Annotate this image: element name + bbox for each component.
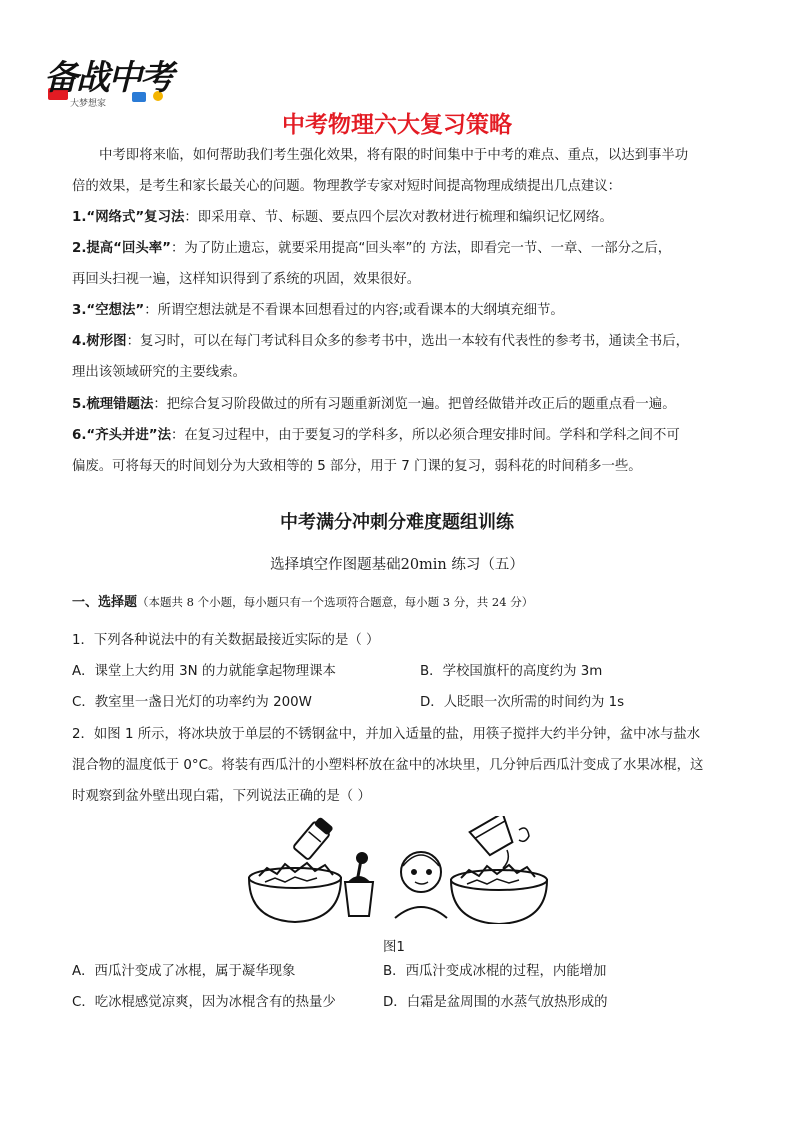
logo-text: 备战中考	[44, 58, 172, 98]
part-note: （本题共 8 个小题，每小题只有一个选项符合题意，每小题 3 分，共 24 分）	[137, 595, 534, 609]
question-2-option-c[interactable]: C．吃冰棍感觉凉爽，因为冰棍含有的热量少	[72, 995, 336, 1010]
question-2-option-d[interactable]: D．白霜是盆周围的水蒸气放热形成的	[383, 995, 608, 1010]
question-2-stem-line-2: 混合物的温度低于 0°C。将装有西瓜汁的小塑料杯放在盆中的冰块里，几分钟后西瓜汁变成了水果冰棍，这	[72, 758, 704, 773]
strategy-label: 3.“空想法”	[72, 303, 145, 318]
figure-1-drawing	[245, 816, 585, 924]
section-title: 中考满分冲刺分难度题组训练	[280, 512, 514, 533]
strategy-text: ：在复习过程中，由于要复习的学科多，所以必须合理安排时间。学科和学科之间不可	[170, 428, 680, 443]
part-heading	[72, 591, 533, 610]
part-label: 一、选择题	[72, 595, 138, 610]
strategy-text: ：即采用章、节、标题、要点四个层次对教材进行梳理和编织记忆网络。	[184, 210, 613, 225]
strategy-4-cont: 理出该领域研究的主要线索。	[72, 365, 247, 380]
question-1-option-d[interactable]: D．人眨眼一次所需的时间约为 1s	[420, 695, 625, 710]
question-2-option-b[interactable]: B．西瓜汁变成冰棍的过程，内能增加	[383, 964, 607, 979]
strategy-text: ：把综合复习阶段做过的所有习题重新浏览一遍。把曾经做错并改正后的题重点看一遍。	[153, 397, 676, 412]
strategy-2	[72, 233, 732, 264]
question-1-stem: 1．下列各种说法中的有关数据最接近实际的是（ ）	[72, 633, 380, 648]
question-2-stem-line-1: 2．如图 1 所示，将冰块放于单层的不锈钢盆中，并加入适量的盐，用筷子搅拌大约半分钟，盆中冰与盐水	[72, 727, 701, 742]
strategy-6-cont: 偏废。可将每天的时间划分为大致相等的 5 部分，用于 7 门课的复习，弱科花的时间稍多一些。	[72, 459, 642, 474]
strategy-5	[72, 389, 732, 420]
section-subtitle: 选择填空作图题基础20min 练习（五）	[270, 557, 524, 573]
strategy-4	[72, 326, 732, 357]
strategy-label: 5.梳理错题法	[72, 397, 154, 412]
intro-line-1: 中考即将来临，如何帮助我们考生强化效果，将有限的时间集中于中考的难点、重点，以达到事半功	[99, 148, 689, 163]
question-1-option-c[interactable]: C．教室里一盏日光灯的功率约为 200W	[72, 695, 312, 710]
strategy-2-cont: 再回头扫视一遍，这样知识得到了系统的巩固，效果很好。	[72, 272, 421, 287]
strategy-text: ：为了防止遗忘，就要采用提高“回头率”的 方法，即看完一节、一章、一部分之后，	[170, 241, 672, 256]
strategy-label: 6.“齐头并进”法	[72, 428, 171, 443]
strategy-1	[72, 202, 732, 233]
figure-1	[245, 816, 585, 924]
strategy-6	[72, 420, 732, 451]
strategy-label: 1.“网络式”复习法	[72, 210, 185, 225]
logo-subtext: 大梦想家	[70, 99, 107, 109]
page-title: 中考物理六大复习策略	[282, 112, 512, 138]
strategy-text: ：所谓空想法就是不看课本回想看过的内容;或看课本的大纲填充细节。	[144, 303, 564, 318]
question-2-option-a[interactable]: A．西瓜汁变成了冰棍，属于凝华现象	[72, 964, 296, 979]
strategy-3	[72, 295, 732, 326]
intro-line-2: 倍的效果，是考生和家长最关心的问题。物理教学专家对短时间提高物理成绩提出几点建议：	[72, 179, 622, 194]
strategy-label: 4.树形图	[72, 334, 127, 349]
question-2-stem-line-3: 时观察到盆外壁出现白霜，下列说法正确的是（ ）	[72, 789, 371, 804]
strategy-text: ：复习时，可以在每门考试科目众多的参考书中，选出一本较有代表性的参考书，通读全书后，	[126, 334, 689, 349]
question-1-option-b[interactable]: B．学校国旗杆的高度约为 3m	[420, 664, 603, 679]
figure-1-caption: 图1	[383, 940, 405, 955]
strategy-label: 2.提高“回头率”	[72, 241, 171, 256]
question-1-option-a[interactable]: A．课堂上大约用 3N 的力就能拿起物理课本	[72, 664, 336, 679]
